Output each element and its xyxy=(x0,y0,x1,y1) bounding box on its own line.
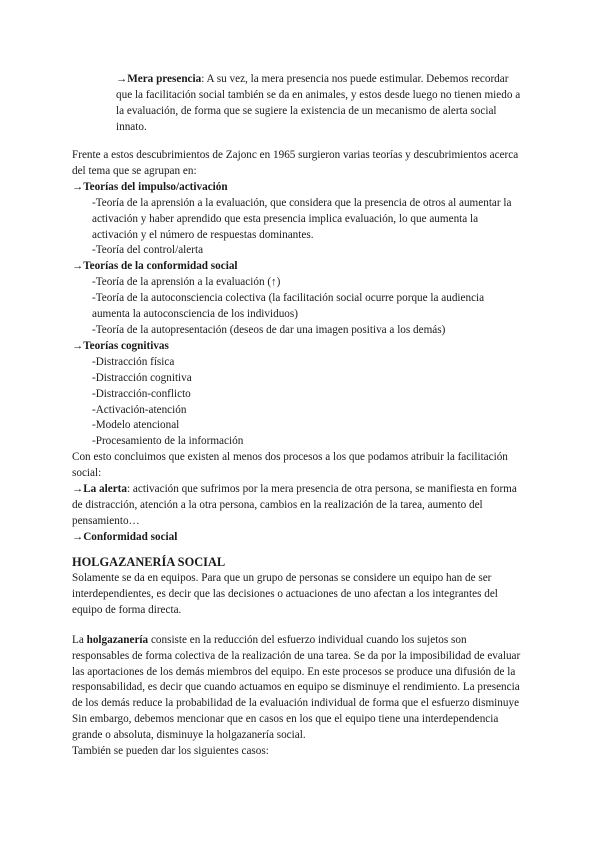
section-heading: HOLGAZANERÍA SOCIAL xyxy=(72,555,226,569)
conformidad-social-label: →Conformidad social xyxy=(72,530,178,543)
mera-presencia-text: : A su vez, la mera presencia nos puede estimular. Debemos recordar que la facilitación social también se da en animales, y estos desde luego no tienen miedo a la evaluación, de forma que se sugiere la existencia de un mecanismo de alerta social innato. xyxy=(116,73,521,133)
list-item: -Teoría de la autopresentación (deseos de dar una imagen positiva a los demás) xyxy=(92,323,446,336)
list-item: -Modelo atencional xyxy=(92,419,180,432)
mera-presencia-paragraph xyxy=(72,72,524,136)
section-paragraph-3: Sin embargo, debemos mencionar que en casos en los que el equipo tiene una interdependencia grande o absoluta, disminuye la holgazanería social. xyxy=(72,713,499,742)
group-title-conformidad: →Teorías de la conformidad social xyxy=(72,260,238,273)
group-title-cognitivas: →Teorías cognitivas xyxy=(72,339,169,352)
group-title-impulso: →Teorías del impulso/activación xyxy=(72,180,228,193)
mera-presencia-label: →Mera presencia xyxy=(116,73,202,85)
alerta-text: : activación que sufrimos por la mera presencia de otra persona, se manifiesta en forma de distracción, atención a la otra persona, cambios en la realización de la tarea, aumento del pensamiento… xyxy=(72,483,517,527)
theories-block xyxy=(72,148,524,546)
conclusion-paragraph: Con esto concluimos que existen al menos dos procesos a los que podamos atribuir la facilitación social: xyxy=(72,451,508,480)
list-item: -Distracción cognitiva xyxy=(92,371,192,384)
list-item: -Activación-atención xyxy=(92,403,187,416)
section-paragraph-1: Solamente se da en equipos. Para que un grupo de personas se considere un equipo han de ser interdependientes, es decir que las decisiones o actuaciones de uno afectan a los integrantes del equipo de forma directa. xyxy=(72,572,498,616)
section-paragraph-2: La holgazanería consiste en la reducción del esfuerzo individual cuando los sujetos son responsables de forma colectiva de la realización de una tarea. Se da por la imposibilidad de evaluar las aportaciones de los demás miembros del equipo. En este procesos se produce una difusión de la responsabilidad, es decir que cuando actuamos en equipo se disminuye el rendimiento. La presencia de los demás reduce la probabilidad de la evaluación individual de forma que el esfuerzo disminuye xyxy=(72,633,521,710)
alerta-label: →La alerta xyxy=(72,483,127,496)
list-item: -Teoría de la aprensión a la evaluación (↑) xyxy=(92,276,281,289)
list-item: -Distracción-conflicto xyxy=(92,387,191,400)
zajonc-paragraph: Frente a estos descubrimientos de Zajonc en 1965 surgieron varias teorías y descubrimientos acerca del tema que se agrupan en: xyxy=(72,149,519,177)
list-item: -Teoría del control/alerta xyxy=(92,244,204,257)
mera-presencia-block xyxy=(72,72,524,136)
list-item: -Teoría de la aprensión a la evaluación, que considera que la presencia de otros al aumentar la activación y haber aprendido que esta presencia implica evaluación, lo que aumenta la activación y el número de respuestas dominantes. xyxy=(92,196,512,241)
list-item: -Procesamiento de la información xyxy=(92,435,244,448)
list-item: -Teoría de la autoconsciencia colectiva (la facilitación social ocurre porque la audiencia aumenta la autoconsciencia de los individuos) xyxy=(92,292,485,321)
holgazaneria-section xyxy=(72,554,524,760)
list-item: -Distracción física xyxy=(92,355,175,368)
holgazaneria-term: holgazanería xyxy=(86,633,149,646)
alerta-paragraph xyxy=(72,482,524,530)
section-paragraph-4: También se pueden dar los siguientes casos: xyxy=(72,745,269,758)
